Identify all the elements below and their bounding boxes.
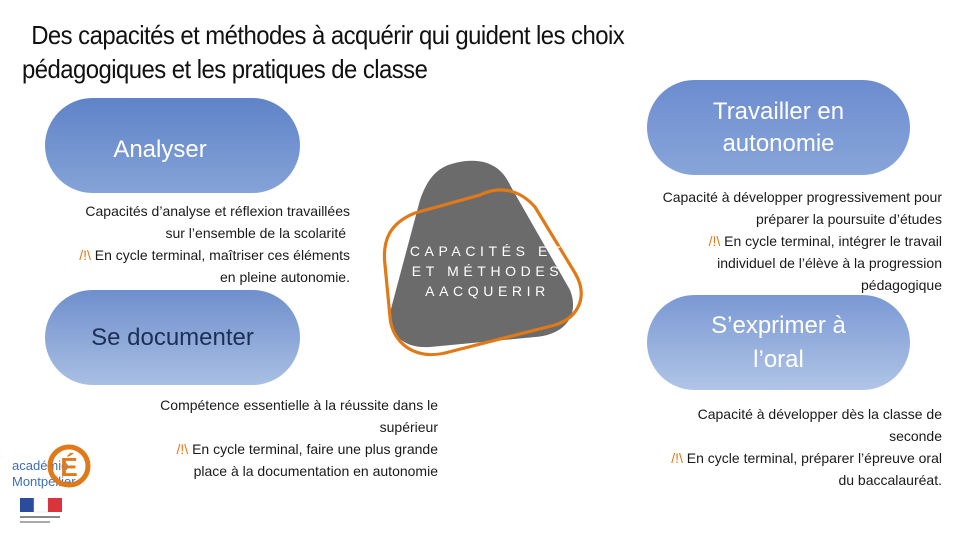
documenter-pill xyxy=(45,290,300,385)
analyser-label: Analyser xyxy=(113,135,207,163)
logo-e-letter: É xyxy=(60,452,78,482)
logo-e-icon xyxy=(47,434,91,489)
oral-label-line-2: l’oral xyxy=(753,345,804,373)
republique-flag-icon xyxy=(20,498,75,528)
oral-desc-line-3 xyxy=(590,447,942,469)
warning-sign: /!\ xyxy=(708,233,721,249)
documenter-desc-line-4: place à la documentation en autonomie xyxy=(193,463,438,479)
center-line-3: AACQUERIR xyxy=(425,283,550,299)
analyser-desc-line-2: sur l’ensemble de la scolarité xyxy=(165,225,346,241)
warning-sign: /!\ xyxy=(176,441,189,457)
logo-line-2: Montpellier xyxy=(12,474,76,489)
documenter-desc-line-3 xyxy=(100,438,438,460)
analyser-desc-line-1: Capacités d’analyse et réflexion travaillées xyxy=(85,203,350,219)
analyser-desc-line-3 xyxy=(10,244,350,266)
autonomie-desc-line-1: Capacité à développer progressivement pour xyxy=(662,189,942,205)
center-line-1: CAPACITÉS ET xyxy=(409,243,566,259)
documenter-desc-line-2: supérieur xyxy=(379,419,438,435)
documenter-description xyxy=(100,394,438,482)
analyser-description xyxy=(10,200,350,288)
analyser-pill xyxy=(45,98,300,193)
documenter-label: Se documenter xyxy=(91,323,254,351)
oral-desc-line-3-text: En cycle terminal, préparer l’épreuve oral xyxy=(682,450,942,466)
title-line-1: Des capacités et méthodes à acquérir qui guident les choix xyxy=(31,20,625,50)
page-title xyxy=(22,18,758,86)
autonomie-pill xyxy=(647,80,910,175)
autonomie-desc-line-3 xyxy=(590,230,942,252)
oral-label-line-1: S’exprimer à xyxy=(711,311,846,339)
logo-line-1: académie xyxy=(12,458,69,473)
oral-pill xyxy=(647,295,910,390)
oral-desc-line-1: Capacité à développer dès la classe de xyxy=(697,406,942,422)
warning-sign: /!\ xyxy=(79,247,91,263)
center-line-2: ET MÉTHODES xyxy=(411,263,564,279)
academie-logo xyxy=(12,436,87,531)
autonomie-desc-line-4: individuel de l’élève à la progression xyxy=(717,255,942,271)
autonomie-desc-line-5: pédagogique xyxy=(861,277,942,293)
oral-desc-line-2: seconde xyxy=(889,428,942,444)
analyser-desc-line-4: en pleine autonomie. xyxy=(220,269,350,285)
title-line-2: pédagogiques et les pratiques de classe xyxy=(22,54,428,84)
autonomie-description xyxy=(590,186,942,296)
center-label xyxy=(400,241,575,301)
documenter-desc-line-1: Compétence essentielle à la réussite dans le xyxy=(160,397,438,413)
oral-desc-line-4: du baccalauréat. xyxy=(838,472,942,488)
autonomie-label xyxy=(713,96,844,160)
oral-description xyxy=(590,403,942,491)
analyser-desc-line-3-text: En cycle terminal, maîtriser ces éléments xyxy=(90,247,350,263)
autonomie-desc-line-2: préparer la poursuite d’études xyxy=(755,211,942,227)
autonomie-label-line-2: autonomie xyxy=(722,129,835,157)
warning-sign: /!\ xyxy=(671,450,683,466)
autonomie-label-line-1: Travailler en xyxy=(712,97,845,125)
autonomie-desc-line-3-text: En cycle terminal, intégrer le travail xyxy=(720,233,942,249)
documenter-desc-line-3-text: En cycle terminal, faire une plus grande xyxy=(188,441,438,457)
oral-label xyxy=(711,309,846,377)
